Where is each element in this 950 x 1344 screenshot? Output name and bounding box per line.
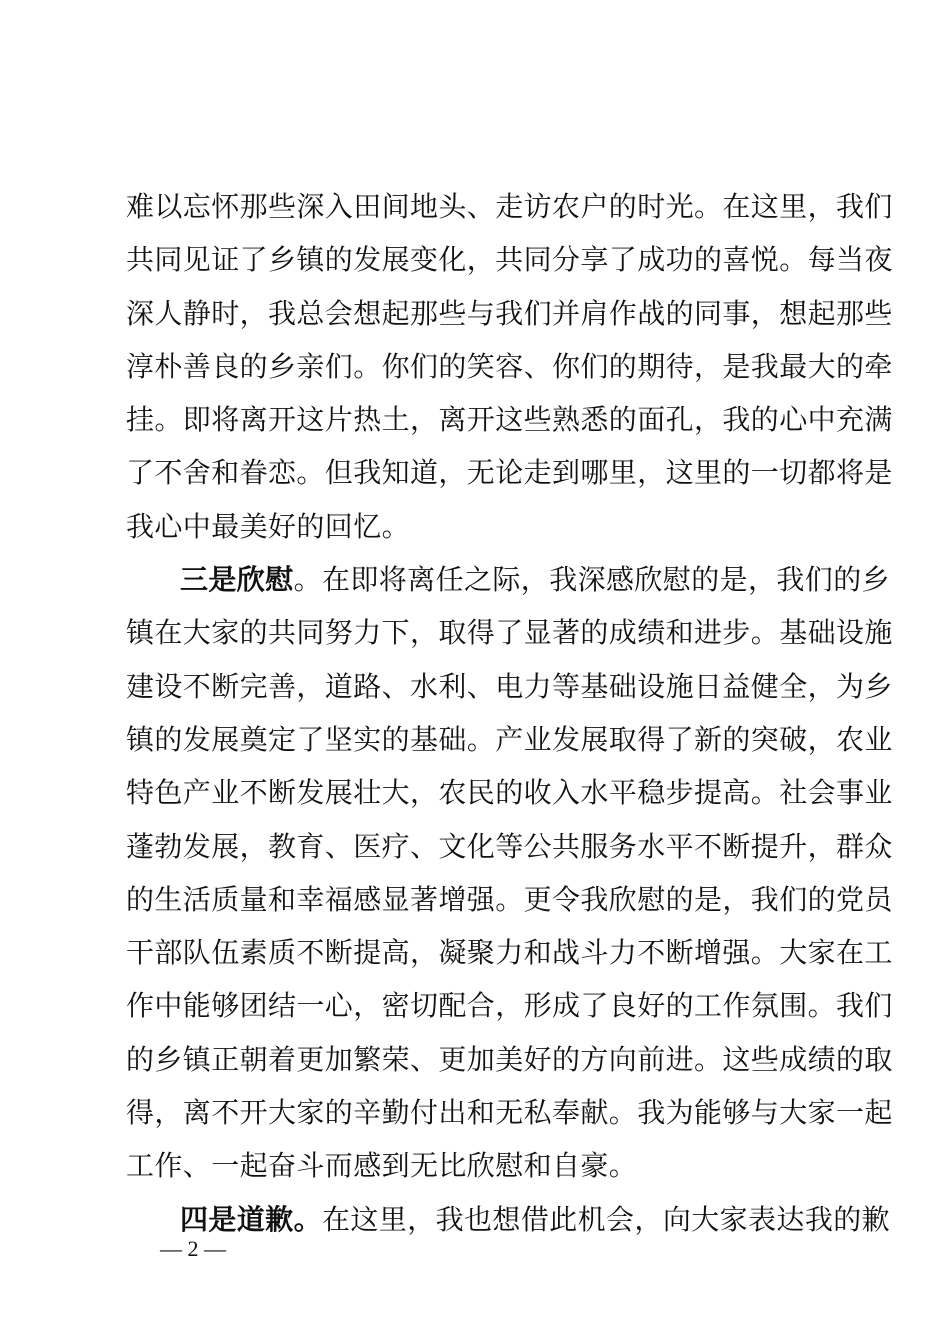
section-3-first-text: 。在即将离任之际，我深感欣慰的是，我们的乡 [293, 563, 891, 597]
paragraph-line: 淳朴善良的乡亲们。你们的笑容、你们的期待，是我最大的牵 [126, 349, 893, 383]
paragraph-line: 干部队伍素质不断提高，凝聚力和战斗力不断增强。大家在工 [126, 936, 893, 970]
paragraph-line: 特色产业不断发展壮大，农民的收入水平稳步提高。社会事业 [126, 776, 893, 810]
page-number: — 2 — [160, 1236, 226, 1261]
paragraph-line: 难以忘怀那些深入田间地头、走访农户的时光。在这里，我们 [126, 190, 893, 223]
paragraph-line: 得，离不开大家的辛勤付出和无私奉献。我为能够与大家一起 [126, 1096, 893, 1130]
paragraph-line: 镇在大家的共同努力下，取得了显著的成绩和进步。基础设施 [126, 616, 893, 650]
paragraph-line: 共同见证了乡镇的发展变化，共同分享了成功的喜悦。每当夜 [126, 243, 893, 277]
section-3-first-line [126, 553, 891, 606]
paragraph-line: 作中能够团结一心，密切配合，形成了良好的工作氛围。我们 [126, 989, 893, 1023]
paragraph-line: 的生活质量和幸福感显著增强。更令我欣慰的是，我们的党员 [126, 882, 893, 916]
paragraph-line: 的乡镇正朝着更加繁荣、更加美好的方向前进。这些成绩的取 [126, 1042, 893, 1076]
section-4-first-text: 在这里，我也想借此机会，向大家表达我的歉 [322, 1202, 891, 1236]
paragraph-line: 工作、一起奋斗而感到无比欣慰和自豪。 [126, 1149, 638, 1183]
paragraph-line: 深人静时，我总会想起那些与我们并肩作战的同事，想起那些 [126, 296, 893, 330]
paragraph-line: 建设不断完善，道路、水利、电力等基础设施日益健全，为乡 [126, 669, 893, 703]
body-text [126, 180, 893, 1246]
section-3-heading: 三是欣慰 [180, 563, 294, 597]
paragraph-line: 镇的发展奠定了坚实的基础。产业发展取得了新的突破，农业 [126, 722, 893, 756]
section-4-heading: 四是道歉。 [180, 1202, 323, 1236]
paragraph-line: 我心中最美好的回忆。 [126, 509, 411, 543]
paragraph-line: 蓬勃发展，教育、医疗、文化等公共服务水平不断提升，群众 [126, 829, 893, 863]
paragraph-line: 挂。即将离开这片热土，离开这些熟悉的面孔，我的心中充满 [126, 403, 893, 437]
paragraph-line: 了不舍和眷恋。但我知道，无论走到哪里，这里的一切都将是 [126, 456, 893, 490]
section-4-first-line [126, 1193, 891, 1246]
